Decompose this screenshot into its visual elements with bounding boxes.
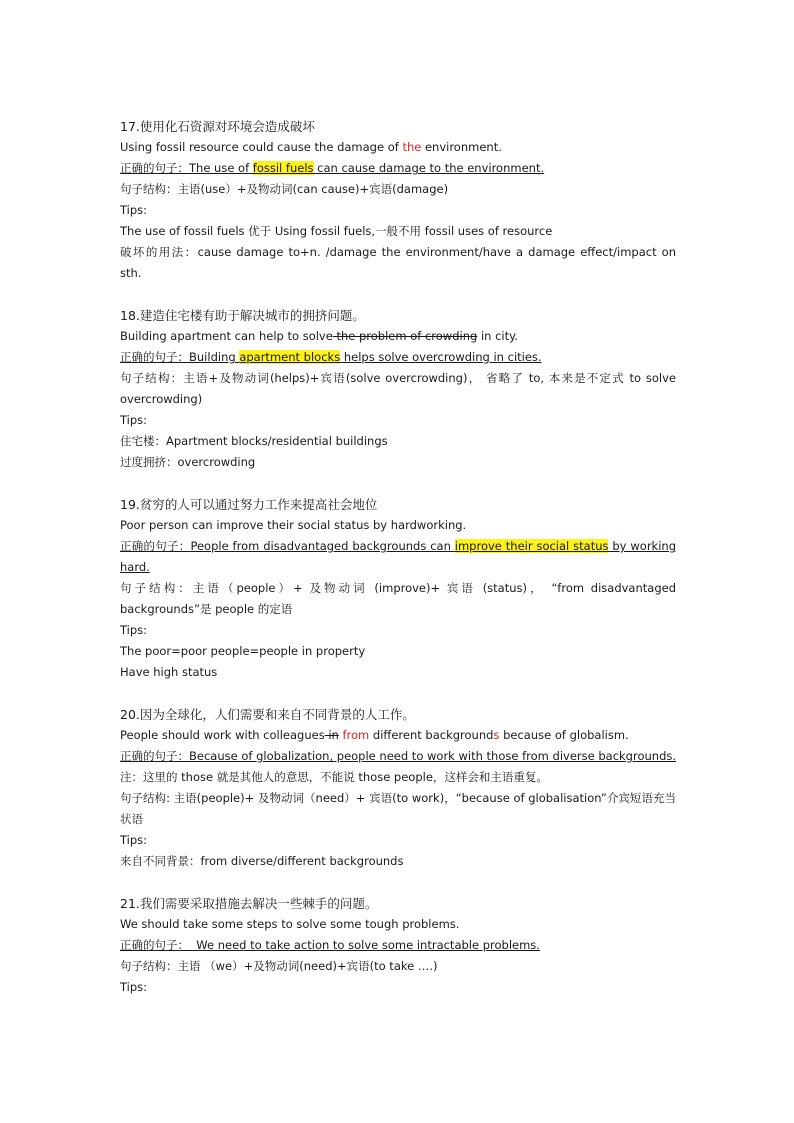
original-sentence: Building apartment can help to solve the problem of crowding in city.	[120, 329, 518, 343]
tip-line: Have high status	[120, 665, 218, 679]
correct-label: 正确的句子：	[120, 749, 189, 763]
tip-line: 住宅楼：Apartment blocks/residential buildings	[120, 434, 388, 448]
struck-phrase: the problem of crowding	[332, 329, 478, 343]
tips-label: Tips:	[120, 980, 148, 994]
error-word: the	[402, 140, 422, 154]
highlight-phrase: improve their social status	[454, 539, 609, 553]
inserted-word: from	[338, 728, 370, 742]
sentence-structure: 句子结构：主语（people）+ 及物动词 (improve)+ 宾语 (status)， “from disadvantaged backgrounds”是 people 的定语	[120, 581, 676, 616]
original-sentence: Using fossil resource could cause the damage of the environment.	[120, 140, 502, 154]
item-title: 19.贫穷的人可以通过努力工作来提高社会地位	[120, 497, 378, 512]
item-title: 21.我们需要采取措施去解决一些棘手的问题。	[120, 896, 378, 911]
correct-sentence: 正确的句子： We need to take action to solve some intractable problems.	[120, 938, 540, 952]
item-17	[120, 116, 676, 284]
item-20	[120, 704, 676, 872]
tips-label: Tips:	[120, 623, 148, 637]
tips-label: Tips:	[120, 833, 148, 847]
correct-label: 正确的句子：	[120, 161, 189, 175]
sentence-structure: 句子结构：主语+及物动词(helps)+宾语(solve overcrowding)， 省略了 to, 本来是不定式 to solve overcrowding)	[120, 371, 676, 406]
correct-sentence: 正确的句子：Because of globalization, people need to work with those from diverse backgrounds.	[120, 749, 677, 763]
tips-label: Tips:	[120, 413, 148, 427]
correct-label: 正确的句子：	[120, 539, 191, 553]
inserted-suffix: s	[493, 728, 500, 742]
item-18	[120, 305, 676, 473]
sentence-structure: 句子结构: 主语(people)+ 及物动词（need）+ 宾语(to work)，“because of globalisation”介宾短语充当状语	[120, 791, 676, 826]
tip-line: 过度拥挤：overcrowding	[120, 455, 256, 469]
tip-line: The poor=poor people=people in property	[120, 644, 366, 658]
correct-sentence: 正确的句子：The use of fossil fuels can cause damage to the environment.	[120, 161, 545, 175]
correct-label: 正确的句子：	[120, 350, 189, 364]
item-21	[120, 893, 676, 998]
tip-line: The use of fossil fuels 优于 Using fossil fuels,一般不用 fossil uses of resource	[120, 224, 553, 238]
sentence-structure: 句子结构：主语 （we）+及物动词(need)+宾语(to take ….)	[120, 959, 438, 973]
correct-label: 正确的句子：	[120, 938, 189, 952]
item-19	[120, 494, 676, 683]
original-sentence: People should work with colleagues in from different backgrounds because of globalism.	[120, 728, 629, 742]
highlight-phrase: fossil fuels	[252, 161, 314, 175]
sentence-structure: 句子结构：主语(use）+及物动词(can cause)+宾语(damage)	[120, 182, 449, 196]
highlight-phrase: apartment blocks	[239, 350, 341, 364]
original-sentence: We should take some steps to solve some tough problems.	[120, 917, 460, 931]
document-content	[120, 116, 676, 998]
struck-word: in	[324, 728, 339, 742]
item-title: 20.因为全球化，人们需要和来自不同背景的人工作。	[120, 707, 415, 722]
item-title: 17.使用化石资源对环境会造成破坏	[120, 119, 315, 134]
tips-label: Tips:	[120, 203, 148, 217]
tip-line: 来自不同背景：from diverse/different backgrounds	[120, 854, 404, 868]
original-sentence: Poor person can improve their social status by hardworking.	[120, 518, 467, 532]
tip-line: 破坏的用法：cause damage to+n. /damage the environment/have a damage effect/impact on sth.	[120, 245, 676, 280]
correct-sentence: 正确的句子：People from disadvantaged backgrounds can improve their social status by working hard.	[120, 539, 676, 574]
correct-sentence: 正确的句子：Building apartment blocks helps solve overcrowding in cities.	[120, 350, 542, 364]
item-title: 18.建造住宅楼有助于解决城市的拥挤问题。	[120, 308, 365, 323]
note-line: 注：这里的 those 就是其他人的意思，不能说 those people，这样会和主语重复。	[120, 770, 548, 784]
